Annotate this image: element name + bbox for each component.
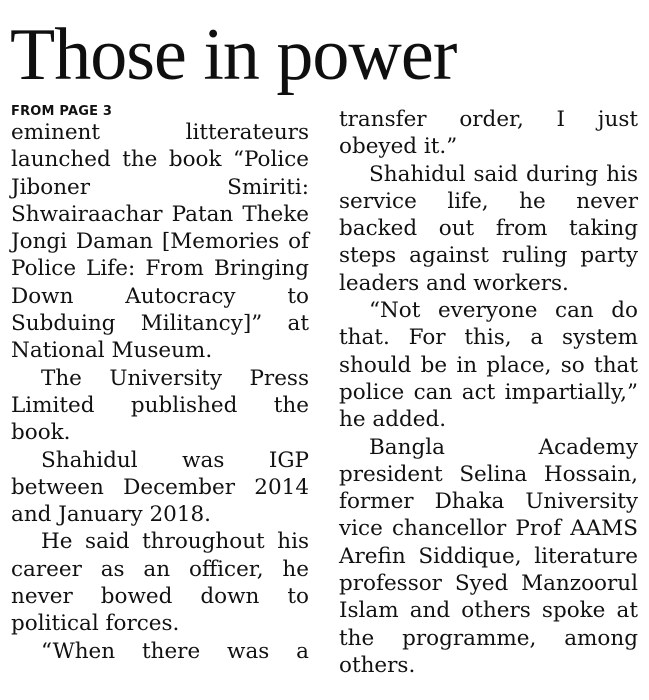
article-column-right — [339, 106, 638, 679]
paragraph: He said throughout his career as an officer, he never bowed down to political forces. — [11, 529, 309, 637]
paragraph: eminent litterateurs launched the book “Police Jiboner Smiriti: Shwairaachar Patan Theke Jongi Daman [Memories of Police Life: From Bringing Down Autocracy to Subduing Militancy]” at National Museum. — [11, 120, 309, 364]
article-headline: Those in power — [10, 14, 457, 96]
paragraph: transfer order, I just obeyed it.” — [339, 107, 638, 160]
paragraph: The University Press Limited published the book. — [11, 365, 309, 446]
paragraph: “When there was a — [41, 638, 309, 664]
paragraph: Shahidul was IGP between December 2014 and January 2018. — [11, 447, 309, 528]
paragraph: “Not everyone can do that. For this, a system should be in place, so that police can act impartially,” he added. — [339, 298, 638, 433]
continuation-label: FROM PAGE 3 — [11, 104, 113, 119]
paragraph: Bangla Academy president Selina Hossain, former Dhaka University vice chancellor Prof AAMS Arefin Siddique, literature professor Syed Manzoorul Islam and others spoke at the programme, among others. — [339, 434, 638, 678]
paragraph: Shahidul said during his service life, he never backed out from taking steps against ruling party leaders and workers. — [339, 161, 638, 296]
article-column-left — [11, 104, 309, 665]
